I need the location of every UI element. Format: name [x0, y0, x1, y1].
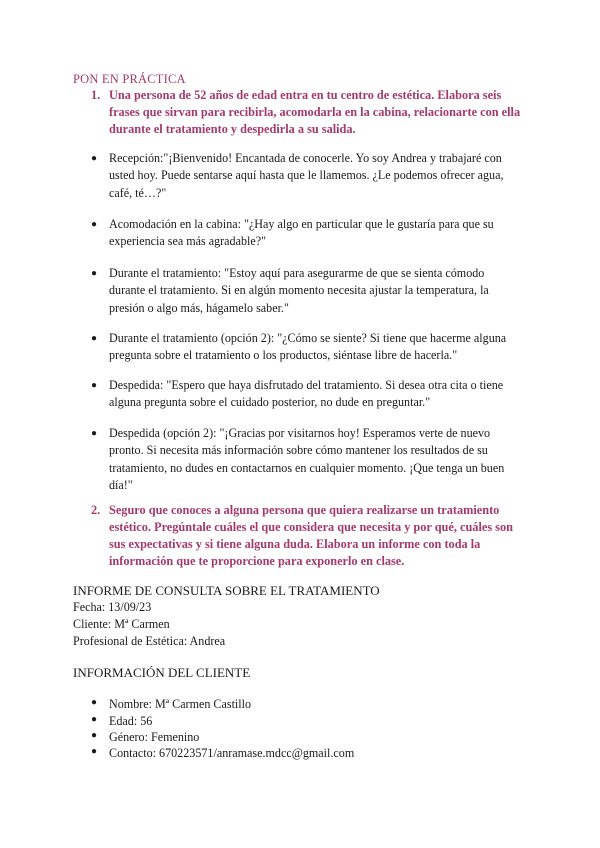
phrase-treatment-option-2	[91, 330, 511, 365]
phrase-text: Recepción:"¡Bienvenido! Encantada de conocerle. Yo soy Andrea y trabajaré con usted hoy. Puede sentarse aquí hasta que le llamemos. ¿Le podemos ofrecer agua, café, té…?"	[109, 151, 504, 200]
client-info-text: Género: Femenino	[109, 730, 200, 744]
report-client: Cliente: Mª Carmen	[73, 617, 170, 631]
bullet-icon: ●	[91, 268, 98, 279]
phrase-text: Acomodación en la cabina: "¿Hay algo en particular que le gustaría para que su experiencia sea más agradable?"	[109, 217, 494, 249]
bullet-icon: ●	[91, 730, 98, 741]
task-text: Seguro que conoces a alguna persona que quiera realizarse un tratamiento estético. Pregúntale cuáles el que considera que necesita y por qué, cuáles son sus expectativas y si tiene alguna duda. Elabora un informe con toda la información que te proporcione para exponerlo en clase.	[109, 503, 513, 568]
phrase-farewell	[91, 377, 511, 412]
phrase-reception	[91, 150, 511, 202]
client-info-item	[91, 714, 152, 729]
bullet-icon: ●	[91, 697, 98, 708]
bullet-icon: ●	[91, 219, 98, 230]
section-heading: PON EN PRÁCTICA	[73, 72, 186, 86]
client-info-item	[91, 730, 199, 745]
client-info-item	[91, 697, 251, 712]
task-number: 1.	[91, 88, 101, 102]
bullet-icon: ●	[91, 714, 98, 725]
phrase-text: Durante el tratamiento: "Estoy aquí para asegurarme de que se sienta cómodo durante el tratamiento. Si en algún momento necesita ajustar la temperatura, la presión o algo más, hágamelo saber."	[109, 266, 489, 315]
client-info-text: Edad: 56	[109, 714, 153, 728]
task-2	[91, 502, 521, 570]
report-professional: Profesional de Estética: Andrea	[73, 634, 226, 648]
client-info-title: INFORMACIÓN DEL CLIENTE	[73, 665, 251, 680]
bullet-icon: ●	[91, 153, 98, 164]
phrase-farewell-option-2	[91, 425, 511, 494]
phrase-text: Despedida (opción 2): "¡Gracias por visitarnos hoy! Esperamos verte de nuevo pronto. Si necesita más información sobre cómo mantener los resultados de su tratamiento, no dudes en contactarnos en cualquier momento. ¡Que tenga un buen día!"	[109, 426, 505, 492]
phrase-cabin	[91, 216, 511, 251]
client-info-item	[91, 746, 354, 761]
task-number: 2.	[91, 503, 101, 517]
client-info-text: Contacto: 670223571/anramase.mdcc@gmail.com	[109, 746, 355, 760]
bullet-icon: ●	[91, 333, 98, 344]
bullet-icon: ●	[91, 746, 98, 757]
phrase-text: Despedida: "Espero que haya disfrutado del tratamiento. Si desea otra cita o tiene alguna pregunta sobre el cuidado posterior, no dude en preguntar."	[109, 378, 504, 410]
bullet-icon: ●	[91, 380, 98, 391]
phrase-treatment	[91, 265, 511, 317]
client-info-text: Nombre: Mª Carmen Castillo	[109, 697, 252, 711]
report-title: INFORME DE CONSULTA SOBRE EL TRATAMIENTO	[73, 583, 380, 598]
task-text: Una persona de 52 años de edad entra en tu centro de estética. Elabora seis frases que sirvan para recibirla, acomodarla en la cabina, relacionarte con ella durante el tratamiento y despedirla a su salida.	[109, 88, 521, 136]
report-date: Fecha: 13/09/23	[73, 600, 152, 614]
task-1	[91, 87, 521, 138]
phrase-text: Durante el tratamiento (opción 2): "¿Cómo se siente? Si tiene que hacerme alguna pregunta sobre el tratamiento o los productos, siéntase libre de hacerla."	[109, 331, 507, 363]
bullet-icon: ●	[91, 428, 98, 439]
